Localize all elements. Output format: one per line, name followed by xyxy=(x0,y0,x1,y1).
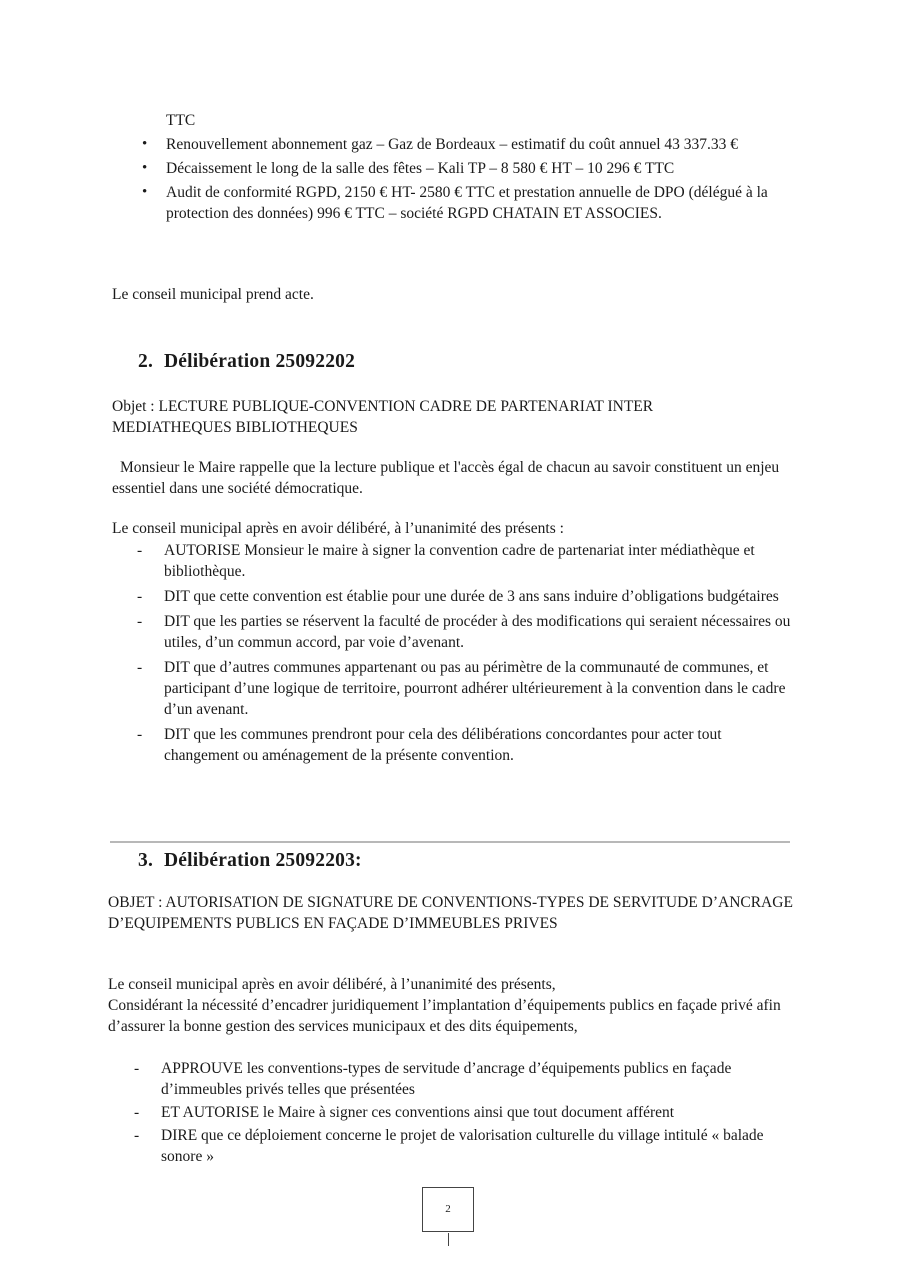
page-number-tick xyxy=(448,1233,449,1246)
section2-list xyxy=(137,540,792,770)
list-item: Renouvellement abonnement gaz – Gaz de Bordeaux – estimatif du coût annuel 43 337.33 € xyxy=(166,136,739,153)
section-divider xyxy=(110,841,790,843)
list-item: APPROUVE les conventions-types de servitude d’ancrage d’équipements publics en façade d’immeubles privés telles que présentées xyxy=(161,1060,732,1098)
bullet-list xyxy=(140,134,780,224)
list-item: DIT que les communes prendront pour cela des délibérations concordantes pour acter tout changement ou aménagement de la présente convention. xyxy=(164,726,722,764)
section3-number: 3. xyxy=(138,850,154,871)
section3-considering: Considérant la nécessité d’encadrer juridiquement l’implantation d’équipements publics en façade privé afin d’assurer la bonne gestion des services municipaux et des dits équipements, xyxy=(108,997,781,1035)
section2-title: Délibération 25092202 xyxy=(164,351,356,372)
conclusion-text: Le conseil municipal prend acte. xyxy=(112,286,314,303)
section3-heading xyxy=(138,849,362,873)
section3-list xyxy=(134,1058,789,1169)
section2-intro: Monsieur le Maire rappelle que la lecture publique et l'accès égal de chacun au savoir constituent un enjeu essentiel dans une société démocratique. xyxy=(112,459,780,497)
list-item: DIT que les parties se réservent la faculté de procéder à des modifications qui seraient nécessaires ou utiles, d’un commun accord, par voie d’avenant. xyxy=(164,613,791,651)
list-item: DIT que d’autres communes appartenant ou pas au périmètre de la communauté de communes, et participant d’une logique de territoire, pourront adhérer ultérieurement à la convention dans le cadre d’un avenant. xyxy=(164,659,786,718)
section3-decision-lead: Le conseil municipal après en avoir délibéré, à l’unanimité des présents, xyxy=(108,976,556,993)
page-number: 2 xyxy=(445,1203,451,1215)
list-item: ET AUTORISE le Maire à signer ces conventions ainsi que tout document afférent xyxy=(161,1104,675,1121)
list-item: Décaissement le long de la salle des fêtes – Kali TP – 8 580 € HT – 10 296 € TTC xyxy=(166,160,675,177)
section2-object: Objet : LECTURE PUBLIQUE-CONVENTION CADRE DE PARTENARIAT INTER MEDIATHEQUES BIBLIOTHEQUES xyxy=(112,398,654,436)
list-item: AUTORISE Monsieur le maire à signer la convention cadre de partenariat inter médiathèque et bibliothèque. xyxy=(164,542,755,580)
section2-heading xyxy=(138,350,355,374)
section2-number: 2. xyxy=(138,351,154,372)
continued-text: TTC xyxy=(166,112,196,129)
top-list xyxy=(140,110,780,227)
page-number-box xyxy=(422,1187,474,1232)
list-item: DIRE que ce déploiement concerne le projet de valorisation culturelle du village intitulé « balade sonore » xyxy=(161,1127,764,1165)
list-item: DIT que cette convention est établie pour une durée de 3 ans sans induire d’obligations budgétaires xyxy=(164,588,779,605)
section2-decision-lead: Le conseil municipal après en avoir délibéré, à l’unanimité des présents : xyxy=(112,520,564,537)
section3-title: Délibération 25092203: xyxy=(164,850,362,871)
section3-object: OBJET : AUTORISATION DE SIGNATURE DE CONVENTIONS-TYPES DE SERVITUDE D’ANCRAGE D’EQUIPEMENTS PUBLICS EN FAÇADE D’IMMEUBLES PRIVES xyxy=(108,894,793,932)
list-item: Audit de conformité RGPD, 2150 € HT- 2580 € TTC et prestation annuelle de DPO (délégué à la protection des données) 996 € TTC – société RGPD CHATAIN ET ASSOCIES. xyxy=(166,184,768,222)
